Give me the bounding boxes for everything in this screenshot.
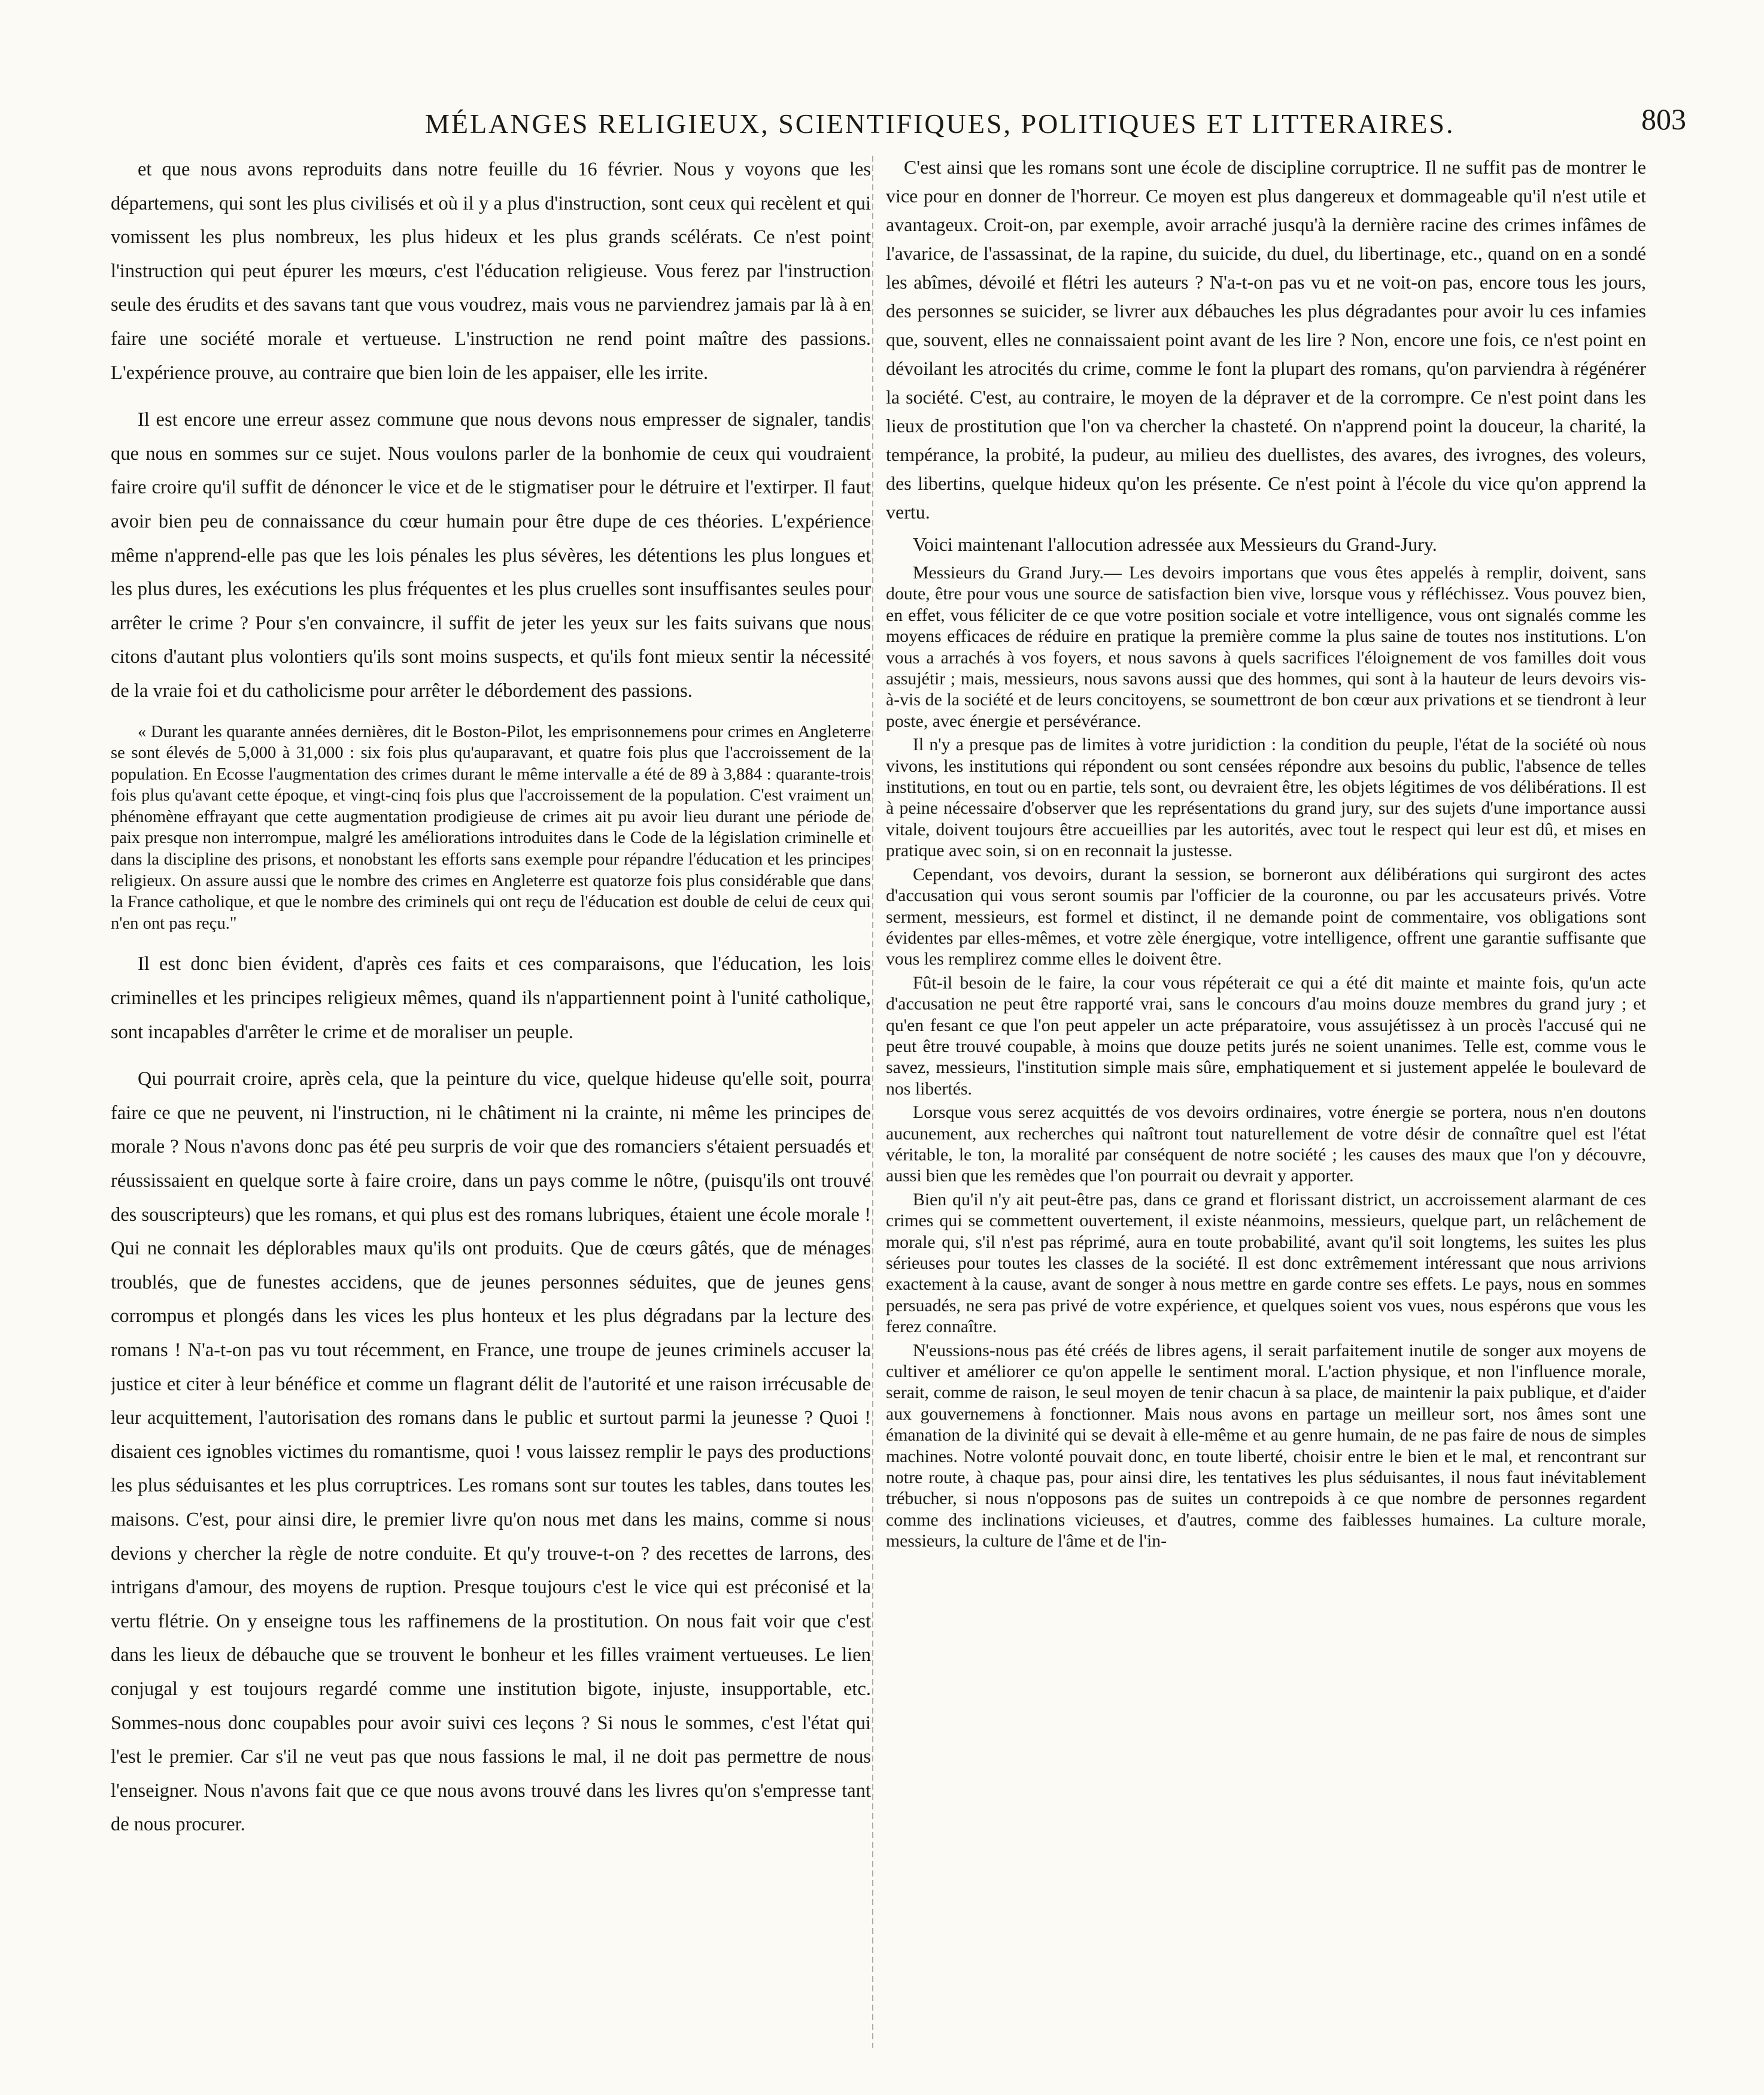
paragraph: Messieurs du Grand Jury.— Les devoirs importans que vous êtes appelés à remplir, doivent, sans doute, être pour vous une source de satisfaction bien vive, lorsque vous y réfléchissez. Vous pouvez bien, en effet, vous féliciter de ce que votre position sociale et votre intelligence, vous ont signalés comme les moyens efficaces de réduire en pratique la première comme la plus saine de toutes nos institutions. L'on vous a arrachés à vos foyers, et nous savons à quels sacrifices l'éloignement de vos familles doit vous assujétir ; mais, messieurs, nous savons aussi que des hommes, qui sont à la hauteur de leurs devoirs vis-à-vis de la société et de leurs concitoyens, se soumettront de bon cœur aux privations et se tiendront à leur poste, avec énergie et persévérance. xyxy=(886,563,1646,731)
paragraph: et que nous avons reproduits dans notre feuille du 16 février. Nous y voyons que les départemens, qui sont les plus civilisés et où il y a plus d'instruction, sont ceux qui recèlent et qui vomissent les plus nombreux, les plus hideux et les plus grands scélérats. Ce n'est point l'instruction qui peut épurer les mœurs, c'est l'éducation religieuse. Vous ferez par l'instruction seule des érudits et des savans tant que vous voudrez, mais vous ne parviendrez jamais par là à en faire une société morale et vertueuse. L'instruction ne rend point maître des passions. L'expérience prouve, au contraire que bien loin de les appaiser, elle les irrite. xyxy=(111,159,871,384)
paragraph: Lorsque vous serez acquittés de vos devoirs ordinaires, votre énergie se portera, nous n'en doutons aucunement, aux recherches qui naîtront tout naturellement de votre désir de connaître quel est l'état véritable, le ton, la moralité par conséquent de notre société ; les causes des maux que l'on y découvre, aussi bien que les remèdes que l'on pourrait ou devrait y apporter. xyxy=(886,1102,1646,1186)
quoted-paragraph: « Durant les quarante années dernières, dit le Boston-Pilot, les emprisonnemens pour crimes en Angleterre se sont élevés de 5,000 à 31,000 : six fois plus qu'auparavant, et quatre fois plus que l'accroissement de la population. En Ecosse l'augmentation des crimes durant le même intervalle a été de 89 à 3,884 : quarante-trois fois plus qu'avant cette époque, et vingt-cinq fois plus que l'accroissement de la population. C'est vraiment un phénomène effrayant que cette augmentation prodigieuse de crimes ait pu avoir lieu durant une période de paix presque non interrompue, malgré les améliorations introduites dans le Code de la législation criminelle et dans la discipline des prisons, et nonobstant les efforts sans exemple pour répandre l'éducation et les principes religieux. On assure aussi que le nombre des crimes en Angleterre est quatorze fois plus considérable que dans la France catholique, et que le nombre des criminels qui ont reçu de l'éducation est double de celui de ceux qui n'en ont pas reçu." xyxy=(111,722,871,933)
paragraph: N'eussions-nous pas été créés de libres agens, il serait parfaitement inutile de songer aux moyens de cultiver et améliorer ce qu'on appelle le sentiment moral. L'action physique, et non l'influence morale, serait, comme de raison, le seul moyen de tenir chacun à sa place, de maintenir la paix publique, et d'aider aux gouvernemens à fonctionner. Mais nous avons en partage un meilleur sort, nos âmes sont une émanation de la divinité qui se devait à elle-même et au genre humain, de ne pas faire de nous de simples machines. Notre volonté pouvait donc, en toute liberté, choisir entre le bien et le mal, et rencontrant sur notre route, à chaque pas, pour ainsi dire, les tentatives les plus séduisantes, il nous faut inévitablement trébucher, si nous n'opposons pas de suites un contrepoids à ce que nombre de personnes regardent comme des inclinations vicieuses, et d'autres, comme des faiblesses humaines. La culture morale, messieurs, la culture de l'âme et de l'in- xyxy=(886,1340,1646,1551)
paragraph: Fût-il besoin de le faire, la cour vous répéterait ce qui a été dit mainte et mainte fois, qu'un acte d'accusation ne peut être rapporté vrai, sans le concours d'au moins douze membres du grand jury ; et qu'en fesant ce que l'on peut appeler un acte préparatoire, vous assujétissez à un procès l'accusé qui ne peut être trouvé coupable, à moins que douze petits jurés ne soient unanimes. Telle est, comme vous le savez, messieurs, l'institution simple mais sûre, emphatiquement et si justement appelée le boulevard de nos libertés. xyxy=(886,972,1646,1099)
paragraph: Il n'y a presque pas de limites à votre juridiction : la condition du peuple, l'état de la société où nous vivons, les institutions qui répondent ou sont censées répondre aux besoins du public, l'absence de telles institutions, en tout ou en partie, tels sont, ou devraient être, les objets légitimes de vos délibérations. Il est à peine nécessaire d'observer que les représentations du grand jury, sur des sujets d'une importance aussi vitale, doivent toujours être accueillies par les autorités, avec tout le respect qui leur est dû, et mises en pratique avec soin, si on en reconnait la justesse. xyxy=(886,735,1646,861)
paragraph: Cependant, vos devoirs, durant la session, se borneront aux délibérations qui surgiront des actes d'accusation qui vous seront soumis par l'officier de la couronne, ou par les accusateurs privés. Votre serment, messieurs, est formel et distinct, il ne demande point de commentaire, vos obligations sont évidentes par elles-mêmes, et votre zèle énergique, votre intelligence, offrent une garantie suffisante que vous les remplirez comme elles le doivent être. xyxy=(886,864,1646,969)
paragraph: Qui pourrait croire, après cela, que la peinture du vice, quelque hideuse qu'elle soit, pourra faire ce que ne peuvent, ni l'instruction, ni le châtiment ni la crainte, ni même les principes de morale ? Nous n'avons donc pas été peu surpris de voir que des romanciers s'étaient persuadés et réussissaient en quelque sorte à faire croire, dans un pays comme le nôtre, (puisqu'ils ont trouvé des souscripteurs) que les romans, et qui plus est des romans lubriques, étaient une école morale ! Qui ne connait les déplorables maux qu'ils ont produits. Que de cœurs gâtés, que de ménages troublés, que de funestes accidens, que de jeunes personnes séduites, que de jeunes gens corrompus et plongés dans les vices les plus honteux et les plus dégradans par la lecture des romans ! N'a-t-on pas vu tout récemment, en France, une troupe de jeunes criminels accuser la justice et citer à leur bénéfice et comme un flagrant délit de l'autorité et une raison irrécusable de leur acquittement, l'autorisation des romans dans le public et surtout parmi la jeunesse ? Quoi ! disaient ces ignobles victimes du romantisme, quoi ! vous laissez remplir le pays des productions les plus séduisantes et les plus corruptrices. Les romans sont sur toutes les tables, dans toutes les maisons. C'est, pour ainsi dire, le premier livre qu'on nous met dans les mains, comme si nous devions y chercher la règle de notre conduite. Et qu'y trouve-t-on ? des recettes de larrons, des intrigans d'amour, des moyens de ruption. Presque toujours c'est le vice qui est préconisé et la vertu flétrie. On y enseigne tous les raffinemens de la prostitution. On nous fait voir que c'est dans les lieux de débauche que se trouvent le bonheur et les filles vraiment vertueuses. Le lien conjugal y est toujours regardé comme une institution bigote, injuste, insupportable, etc. Sommes-nous donc coupables pour avoir suivi ces leçons ? Si nous le sommes, c'est l'état qui l'est le premier. Car s'il ne veut pas que nous fassions le mal, il ne doit pas permettre de nous l'enseigner. Nous n'avons fait que ce que nous avons trouvé dans les livres qu'on s'empresse tant de nous procurer. xyxy=(111,1068,871,1836)
page-header xyxy=(90,102,1710,150)
page-number: 803 xyxy=(1641,102,1686,136)
paragraph: C'est ainsi que les romans sont une école de discipline corruptrice. Il ne suffit pas de montrer le vice pour en donner de l'horreur. Ce moyen est plus dangereux et dommageable qu'il n'est utile et avantageux. Croit-on, par exemple, avoir arraché jusqu'à la dernière racine des crimes infâmes de l'avarice, de l'assassinat, de la rapine, du suicide, du duel, du libertinage, etc., quand on en a sondé les abîmes, dévoilé et flétri les auteurs ? N'a-t-on pas vu et ne voit-on pas, encore tous les jours, des personnes se suicider, se livrer aux débauches les plus dégradantes pour avoir lu ces infamies que, souvent, elles ne connaissaient point avant de les lire ? Non, encore une fois, ce n'est point en dévoilant les atrocités du crime, comme le font la plupart des romans, qu'on parviendra à régénérer la société. C'est, au contraire, le moyen de la dépraver et de la corrompre. Ce n'est point dans les lieux de prostitution que l'on va chercher la chasteté. On n'apprend point la douceur, la charité, la tempérance, la probité, la pudeur, au milieu des duellistes, des avares, des ivrognes, des voleurs, des libertins, quelque hideux qu'on les présente. Ce n'est point à l'école du vice qu'on apprend la vertu. xyxy=(886,156,1646,523)
left-column xyxy=(111,153,871,2051)
right-column xyxy=(886,153,1646,2051)
column-divider xyxy=(872,156,873,2048)
paragraph: Il est donc bien évident, d'après ces faits et ces comparaisons, que l'éducation, les lois criminelles et les principes religieux mêmes, quand ils n'appartiennent point à l'unité catholique, sont incapables d'arrêter le crime et de moraliser un peuple. xyxy=(111,953,871,1043)
paragraph: Il est encore une erreur assez commune que nous devons nous empresser de signaler, tandis que nous en sommes sur ce sujet. Nous voulons parler de la bonhomie de ceux qui voudraient faire croire qu'il suffit de dénoncer le vice et de le stigmatiser pour le détruire et l'extirper. Il faut avoir bien peu de connaissance du cœur humain pour être dupe de ces théories. L'expérience même n'apprend-elle pas que les lois pénales les plus sévères, les détentions les plus longues et les plus dures, les exécutions les plus fréquentes et les plus cruelles sont insuffisantes seules pour arrêter le crime ? Pour s'en convaincre, il suffit de jeter les yeux sur les faits suivans que nous citons d'autant plus volontiers qu'ils sont moins suspects, et qu'ils font mieux sentir la nécessité de la vraie foi et du catholicisme pour arrêter le débordement des passions. xyxy=(111,409,871,702)
running-title: MÉLANGES RELIGIEUX, SCIENTIFIQUES, POLITIQUES ET LITTERAIRES. xyxy=(425,108,1455,139)
paragraph: Bien qu'il n'y ait peut-être pas, dans ce grand et florissant district, un accroissement alarmant de ces crimes qui se commettent ouvertement, il existe néanmoins, messieurs, quelque part, un relâchement de morale qui, s'il n'est pas réprimé, aura en toute probabilité, avant qu'il soit longtems, les suites les plus sérieuses pour toutes les classes de la société. Il est donc extrêmement intéressant que nous arrivions exactement à la cause, avant de songer à nous mettre en garde contre ses effets. Le pays, nous en sommes persuadés, ne sera pas privé de votre expérience, et quelques soient vos vues, nous espérons que vous les ferez connaître. xyxy=(886,1189,1646,1337)
allocution-text xyxy=(886,562,1646,1552)
allocution-heading: Voici maintenant l'allocution adressée aux Messieurs du Grand-Jury. xyxy=(913,533,1437,555)
